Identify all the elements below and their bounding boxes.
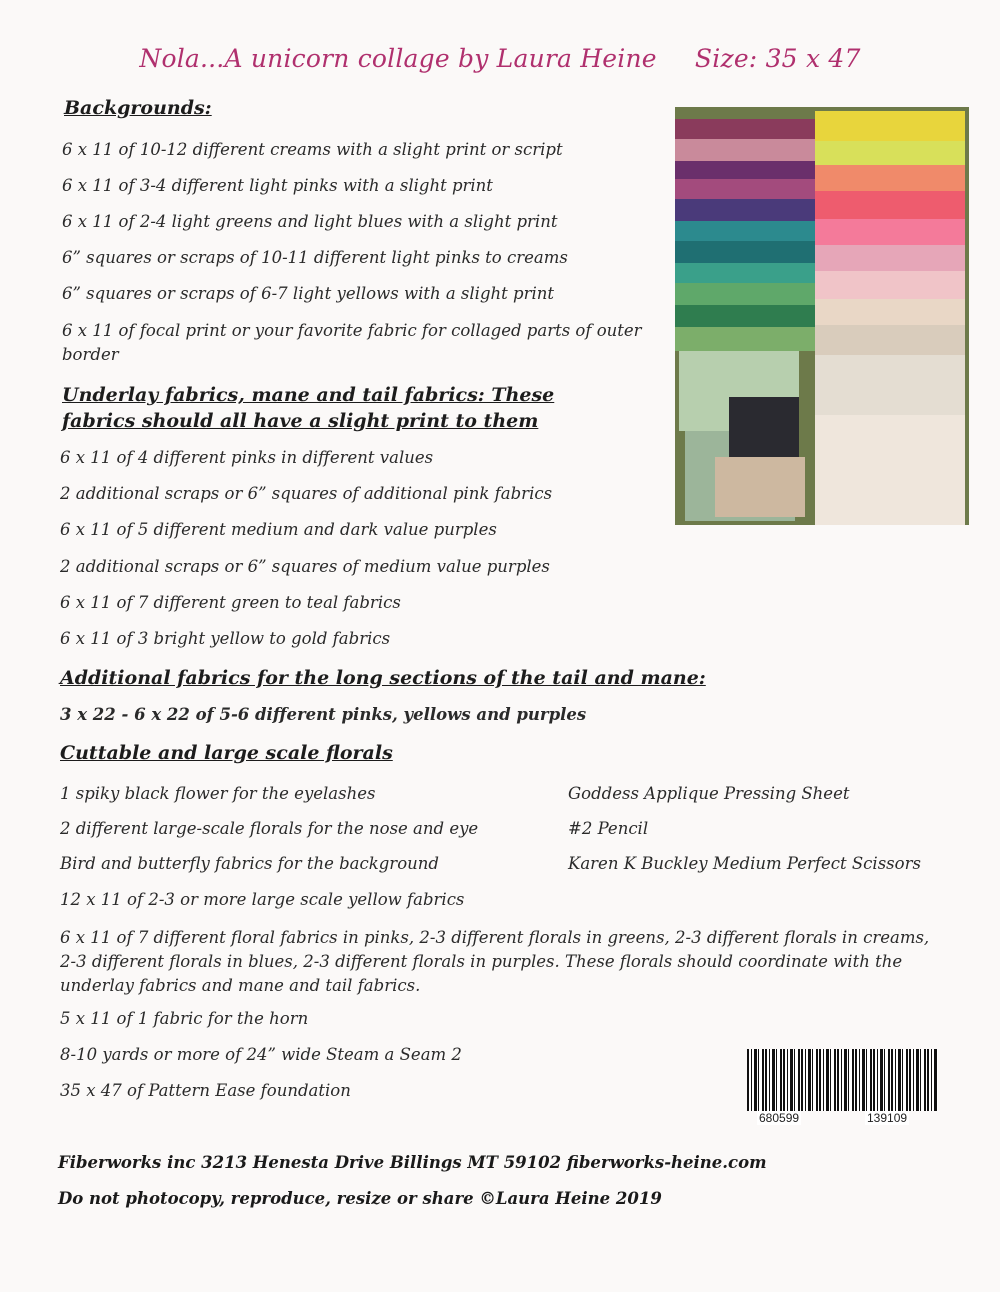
list-item: 5 x 11 of 1 fabric for the horn bbox=[60, 1009, 309, 1028]
florals-heading: Cuttable and large scale florals bbox=[60, 742, 393, 764]
title-text: Nola...A unicorn collage by Laura Heine bbox=[139, 44, 657, 73]
tool-item: Karen K Buckley Medium Perfect Scissors bbox=[568, 854, 921, 873]
barcode bbox=[747, 1049, 938, 1129]
additional-heading: Additional fabrics for the long sections of the tail and mane: bbox=[60, 667, 706, 689]
list-item: 8-10 yards or more of 24” wide Steam a Seam 2 bbox=[60, 1045, 462, 1064]
fabric-stack-photo bbox=[675, 107, 969, 525]
list-item: 6 x 11 of 3 bright yellow to gold fabrics bbox=[60, 629, 391, 648]
tool-item: #2 Pencil bbox=[568, 819, 649, 838]
list-item: 6 x 11 of 4 different pinks in different values bbox=[60, 448, 434, 467]
barcode-left-number: 680599 bbox=[759, 1111, 800, 1125]
copyright-notice: Do not photocopy, reproduce, resize or share ©Laura Heine 2019 bbox=[58, 1189, 662, 1208]
publisher-address: Fiberworks inc 3213 Henesta Drive Billings MT 59102 fiberworks-heine.com bbox=[58, 1153, 767, 1172]
list-item: 6 x 11 of focal print or your favorite fabric for collaged parts of outer border bbox=[62, 321, 642, 364]
list-item: 6 x 11 of 10-12 different creams with a slight print or script bbox=[62, 140, 563, 159]
list-item: 6 x 11 of 2-4 light greens and light blues with a slight print bbox=[62, 212, 558, 231]
list-item: 6” squares or scraps of 6-7 light yellows with a slight print bbox=[62, 284, 554, 303]
backgrounds-heading: Backgrounds: bbox=[64, 97, 212, 119]
barcode-bars bbox=[747, 1049, 938, 1111]
quilt-size: Size: 35 x 47 bbox=[694, 44, 861, 73]
list-item: 35 x 47 of Pattern Ease foundation bbox=[60, 1081, 351, 1100]
barcode-right-number: 139109 bbox=[867, 1111, 908, 1125]
list-item: 3 x 22 - 6 x 22 of 5-6 different pinks, yellows and purples bbox=[60, 705, 587, 724]
list-item: 6 x 11 of 7 different green to teal fabrics bbox=[60, 593, 401, 612]
underlay-heading: Underlay fabrics, mane and tail fabrics: These fabrics should all have a slight print to them bbox=[62, 384, 555, 432]
list-item: 2 different large-scale florals for the nose and eye bbox=[60, 819, 479, 838]
list-item: 6 x 11 of 7 different floral fabrics in pinks, 2-3 different florals in greens, 2-3 different florals in creams, 2-3 different florals in blues, 2-3 different florals in purples. These florals should coordinate with the underlay fabrics and mane and tail fabrics. bbox=[60, 928, 930, 995]
list-item: 6 x 11 of 5 different medium and dark value purples bbox=[60, 520, 497, 539]
list-item: 2 additional scraps or 6” squares of medium value purples bbox=[60, 557, 550, 576]
list-item: 6 x 11 of 3-4 different light pinks with a slight print bbox=[62, 176, 493, 195]
list-item: Bird and butterfly fabrics for the background bbox=[60, 854, 439, 873]
list-item: 6” squares or scraps of 10-11 different light pinks to creams bbox=[62, 248, 568, 267]
list-item: 12 x 11 of 2-3 or more large scale yellow fabrics bbox=[60, 890, 465, 909]
pattern-title bbox=[0, 44, 1000, 73]
list-item: 1 spiky black flower for the eyelashes bbox=[60, 784, 376, 803]
list-item: 2 additional scraps or 6” squares of additional pink fabrics bbox=[60, 484, 553, 503]
tool-item: Goddess Applique Pressing Sheet bbox=[568, 784, 850, 803]
